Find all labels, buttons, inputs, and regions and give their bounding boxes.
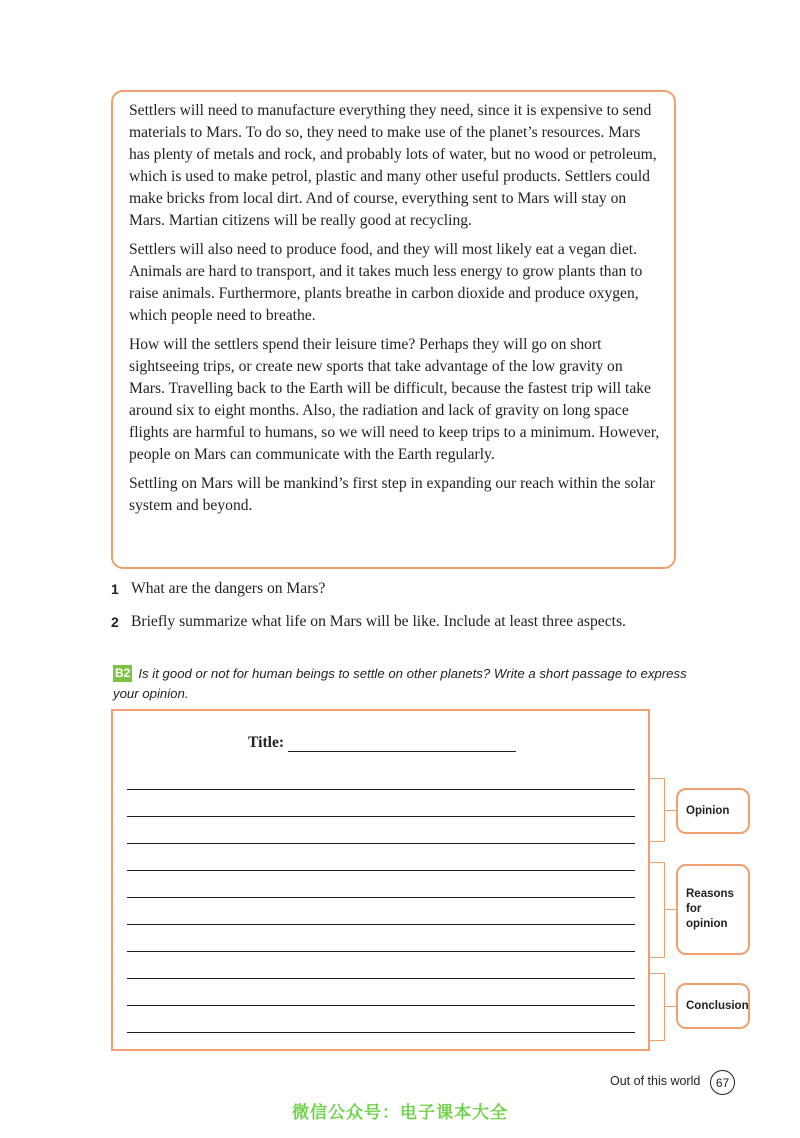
writing-line[interactable] [127,870,635,871]
reasons-label-text: Reasons for opinion [686,888,734,930]
reasons-connector [665,909,676,910]
title-blank-line[interactable] [288,736,516,752]
writing-line[interactable] [127,1005,635,1006]
section-title: Out of this world [610,1074,701,1088]
comprehension-questions [111,578,691,644]
title-row [248,734,516,752]
reasons-label [676,864,750,955]
writing-line[interactable] [127,897,635,898]
question-text: What are the dangers on Mars? [131,580,326,597]
task-text: Is it good or not for human beings to settle on other planets? Write a short passage to express your opinion. [113,666,687,701]
writing-line[interactable] [127,843,635,844]
paragraph-conclusion: Settling on Mars will be mankind’s first step in expanding our reach within the solar system and beyond. [129,475,655,514]
writing-line[interactable] [127,789,635,790]
task-badge: B2 [115,666,131,680]
conclusion-connector [665,1006,676,1007]
writing-line[interactable] [127,1032,635,1033]
reasons-bracket [649,862,665,958]
reading-passage-box [111,90,676,569]
title-label: Title: [248,734,285,751]
writing-line[interactable] [127,924,635,925]
opinion-connector [665,810,676,811]
question-item [111,611,691,633]
question-item [111,578,691,600]
conclusion-bracket [649,973,665,1041]
writing-line[interactable] [127,816,635,817]
writing-line[interactable] [127,978,635,979]
writing-area[interactable] [111,709,650,1051]
question-number: 1 [111,581,119,597]
opinion-label: Opinion [676,788,750,834]
watermark: 微信公众号：电子课本大全 [292,1103,508,1123]
conclusion-label: Conclusion [676,983,750,1029]
question-text: Briefly summarize what life on Mars will be like. Include at least three aspects. [131,613,626,630]
writing-task-prompt [113,664,693,704]
writing-line[interactable] [127,951,635,952]
page-number: 67 [710,1070,735,1095]
paragraph-leisure: How will the settlers spend their leisure time? Perhaps they will go on short sightseeing trips, or create new sports that take advantage of the low gravity on Mars. Travelling back to the Earth will be difficult, because the fastest trip will take around six to eight months. Also, the radiation and lack of gravity on long space flights are harmful to humans, so we will need to keep trips to a minimum. However, people on Mars can communicate with the Earth regularly. [129,336,660,463]
paragraph-food: Settlers will also need to produce food, and they will most likely eat a vegan diet. Animals are hard to transport, and it takes much less energy to grow plants than to raise animals. Furthermore, plants breathe in carbon dioxide and produce oxygen, which people need to breathe. [129,241,643,324]
opinion-bracket [649,778,665,842]
question-number: 2 [111,614,119,630]
paragraph-manufacture: Settlers will need to manufacture everything they need, since it is expensive to send materials to Mars. To do so, they need to make use of the planet’s resources. Mars has plenty of metals and rock, and probably lots of water, but no wood or petroleum, which is used to make petrol, plastic and many other useful products. Settlers could make bricks from local dirt. And of course, everything sent to Mars will stay on Mars. Martian citizens will be really good at recycling. [129,102,657,229]
